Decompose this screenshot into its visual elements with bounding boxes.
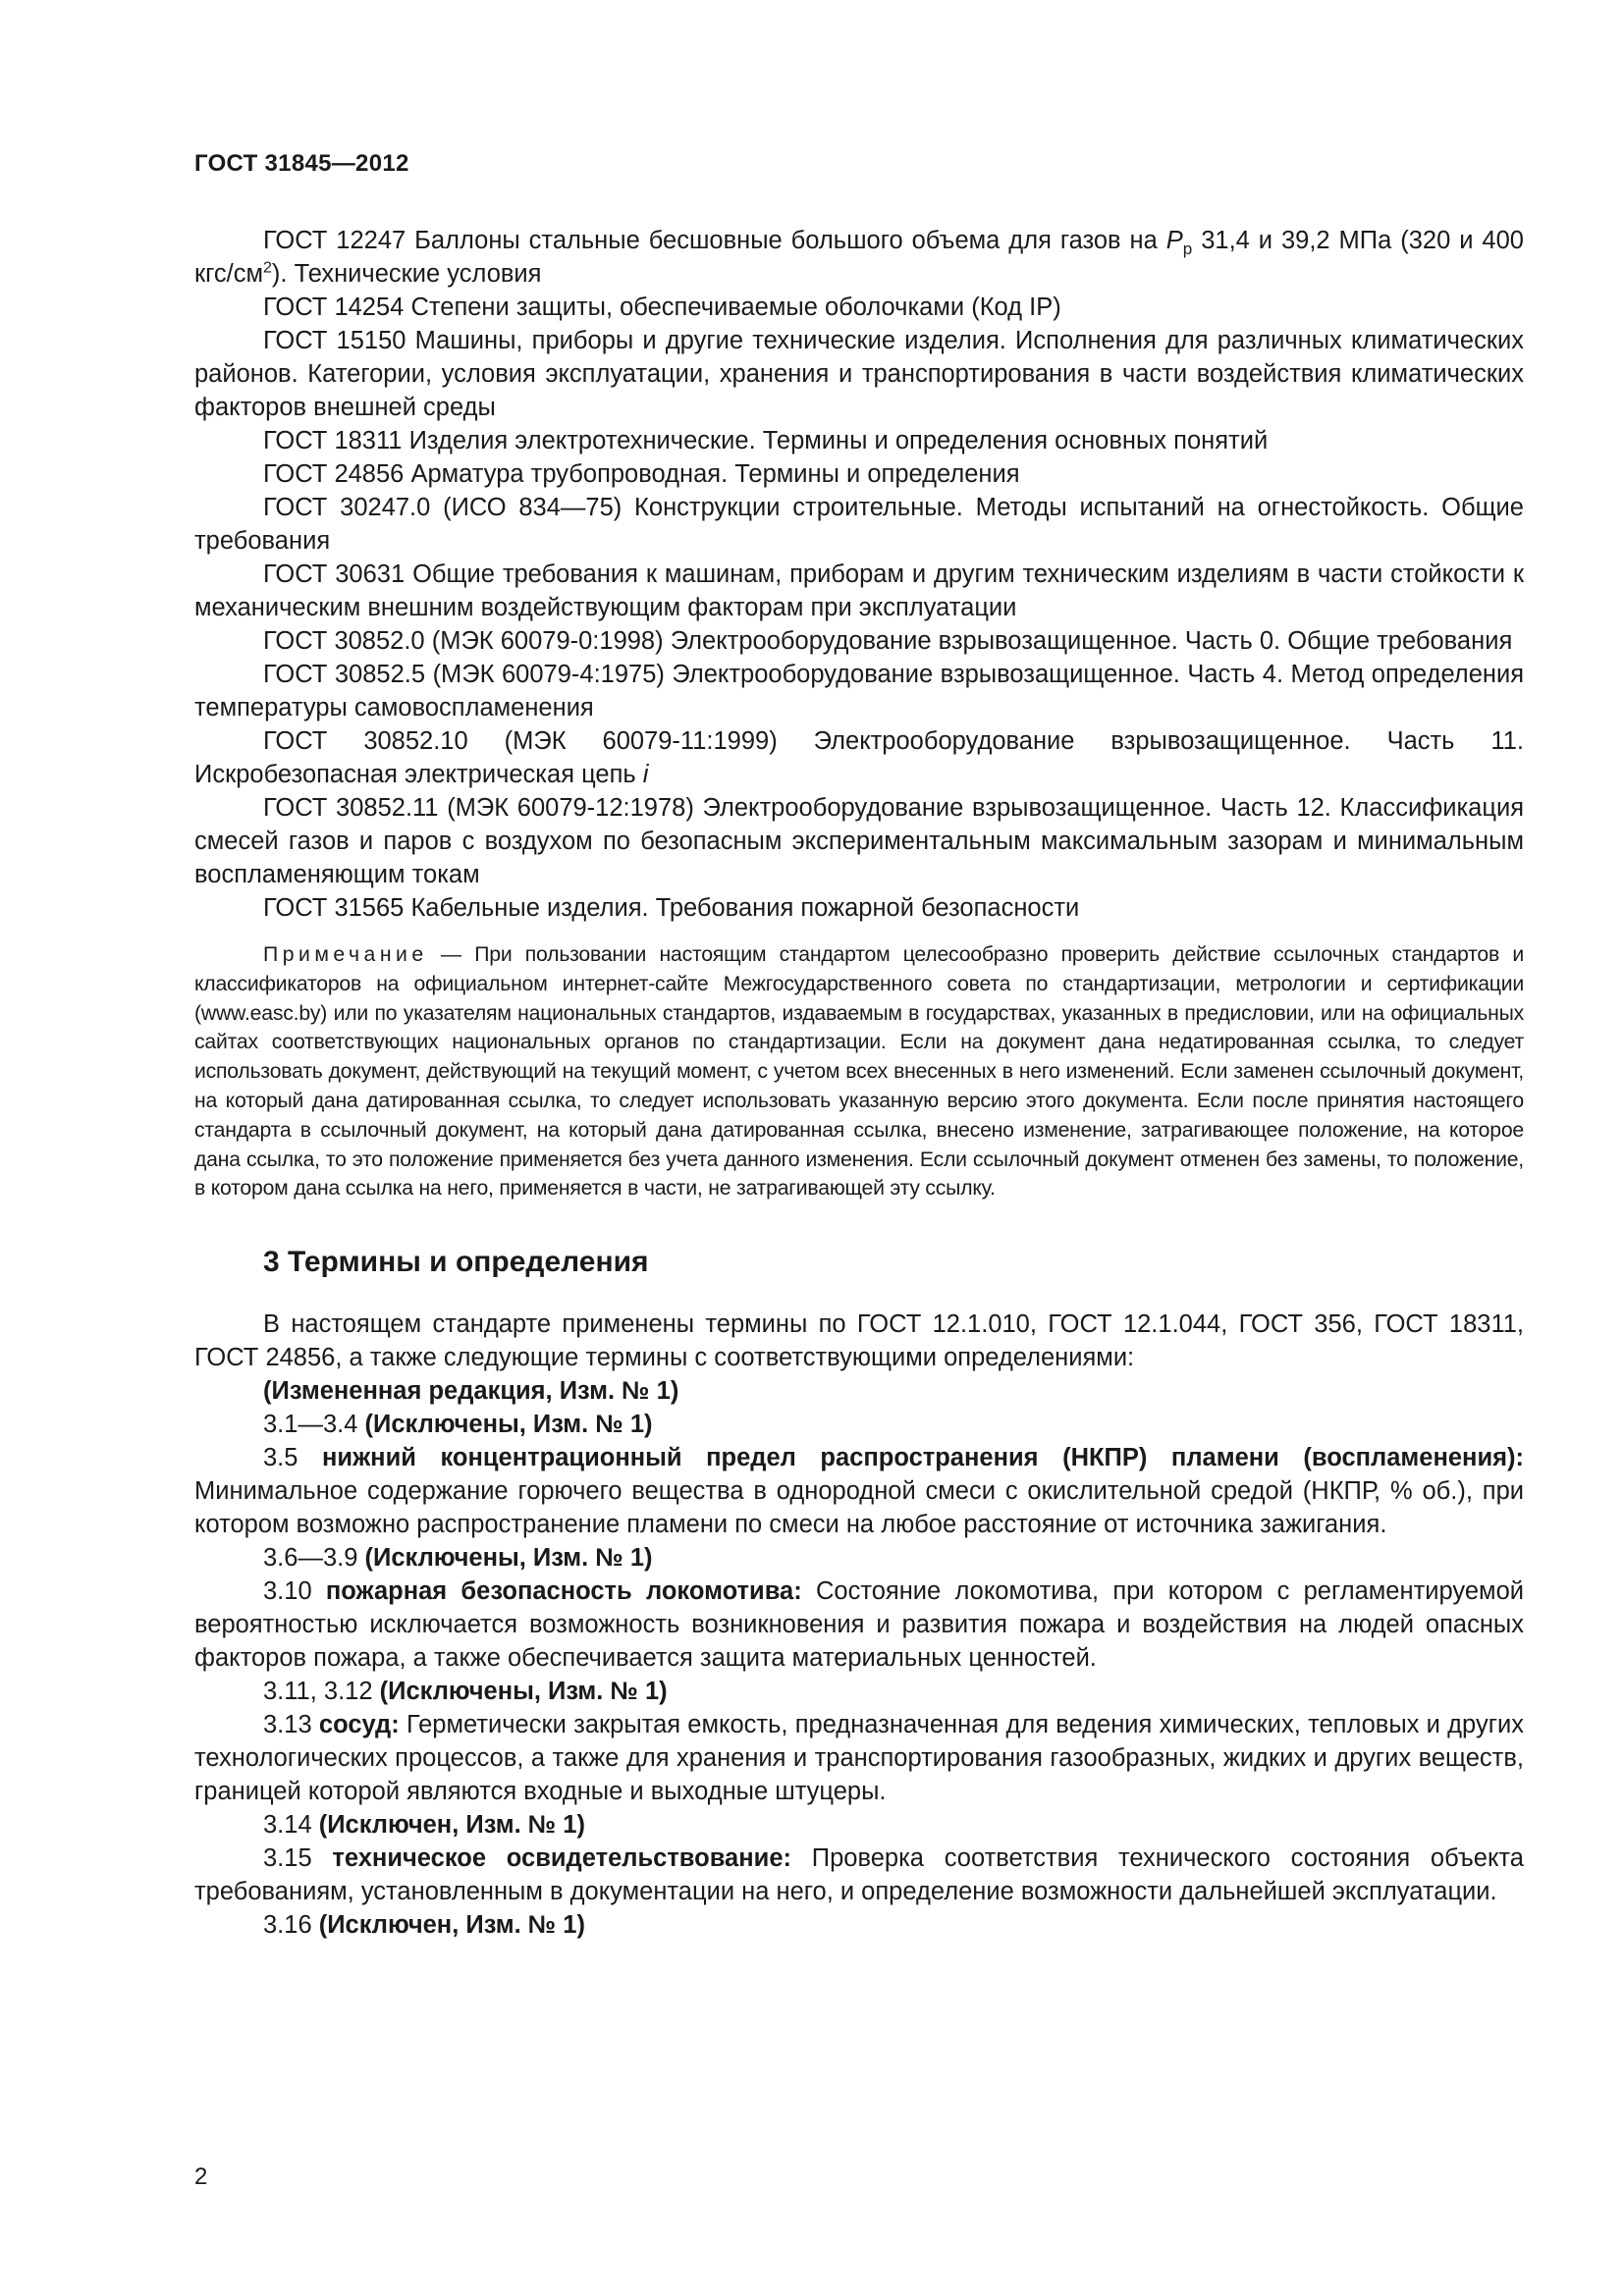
- references-list: [194, 224, 1524, 925]
- section-title: 3 Термины и определения: [263, 1246, 649, 1279]
- reference-item: ГОСТ 15150 Машины, приборы и другие технические изделия. Исполнения для различных климатических районов. Категории, условия эксплуатации, хранения и транспортирования в части воздействия климатических факторов внешней среды: [194, 327, 1524, 421]
- amendment-note: (Измененная редакция, Изм. № 1): [263, 1377, 679, 1406]
- term-item: 3.14 (Исключен, Изм. № 1): [263, 1811, 585, 1840]
- term-item: 3.11, 3.12 (Исключены, Изм. № 1): [263, 1678, 668, 1706]
- reference-item: ГОСТ 30852.5 (МЭК 60079-4:1975) Электрооборудование взрывозащищенное. Часть 4. Метод определения температуры самовоспламенения: [194, 661, 1525, 721]
- term-item: 3.16 (Исключен, Изм. № 1): [263, 1911, 585, 1940]
- note-paragraph: [194, 940, 1524, 1203]
- reference-item: ГОСТ 14254 Степени защиты, обеспечиваемые оболочками (Код IP): [263, 294, 1061, 321]
- reference-item: ГОСТ 12247 Баллоны стальные бесшовные большого объема для газов на $P_р$ 31,4 и 39,2 МПа (320 и 400 кгс/$см^2$). Технические условия: [194, 227, 1524, 288]
- reference-item: ГОСТ 30631 Общие требования к машинам, приборам и другим техническим изделиям в части стойкости к механическим внешним воздействующим факторам при эксплуатации: [194, 561, 1525, 621]
- reference-item: ГОСТ 18311 Изделия электротехнические. Термины и определения основных понятий: [263, 427, 1269, 454]
- page-content: [194, 224, 1524, 1942]
- reference-item: ГОСТ 30852.0 (МЭК 60079-0:1998) Электрооборудование взрывозащищенное. Часть 0. Общие требования: [263, 627, 1513, 655]
- page-number: 2: [194, 2163, 208, 2190]
- reference-item: ГОСТ 30247.0 (ИСО 834—75) Конструкции строительные. Методы испытаний на огнестойкость. Общие требования: [194, 494, 1524, 555]
- section-intro: В настоящем стандарте применены термины по ГОСТ 12.1.010, ГОСТ 12.1.044, ГОСТ 356, ГОСТ 18311, ГОСТ 24856, а также следующие термины с соответствующими определениями:: [194, 1310, 1524, 1372]
- term-item: 3.5 нижний концентрационный предел распространения (НКПР) пламени (воспламенения): Минимальное содержание горючего вещества в однородной смеси с окислительной средой (НКПР, % об.), при котором возможно распространение пламени по смеси на любое расстояние от источника зажигания.: [194, 1444, 1525, 1539]
- term-item: 3.13 сосуд: Герметически закрытая емкость, предназначенная для ведения химических, тепловых и других технологических процессов, а также для хранения и транспортирования газообразных, жидких и других веществ, границей которой являются входные и выходные штуцеры.: [194, 1711, 1524, 1806]
- term-item: 3.1—3.4 (Исключены, Изм. № 1): [263, 1411, 653, 1439]
- reference-item: ГОСТ 24856 Арматура трубопроводная. Термины и определения: [263, 460, 1020, 488]
- note-label: Примечание: [263, 943, 428, 966]
- reference-item: ГОСТ 30852.11 (МЭК 60079-12:1978) Электрооборудование взрывозащищенное. Часть 12. Классификация смесей газов и паров с воздухом по безопасным экспериментальным максимальным зазорам и минимальным воспламеняющим токам: [194, 794, 1525, 888]
- reference-item: ГОСТ 30852.10 (МЭК 60079-11:1999) Электрооборудование взрывозащищенное. Часть 11. Искробезопасная электрическая цепь i: [194, 727, 1524, 788]
- term-item: 3.15 техническое освидетельствование: Проверка соответствия технического состояния объекта требованиям, установленным в документации на него, и определение возможности дальнейшей эксплуатации.: [194, 1844, 1524, 1906]
- term-item: 3.10 пожарная безопасность локомотива: Состояние локомотива, при котором с регламентируемой вероятностью исключается возможность возникновения и развития пожара и воздействия на людей опасных факторов пожара, а также обеспечивается защита материальных ценностей.: [194, 1577, 1524, 1673]
- reference-item: ГОСТ 31565 Кабельные изделия. Требования пожарной безопасности: [263, 894, 1080, 922]
- term-item: 3.6—3.9 (Исключены, Изм. № 1): [263, 1544, 653, 1573]
- note-text: — При пользовании настоящим стандартом целесообразно проверить действие ссылочных стандартов и классификаторов на официальном интернет-сайте Межгосударственного совета по стандартизации, метрологии и сертификации (www.easc.by) или по указателям национальных стандартов, издаваемым в государствах, указанных в предисловии, или на официальных сайтах соответствующих национальных органов по стандартизации. Если на документ дана недатированная ссылка, то следует использовать документ, действующий на текущий момент, с учетом всех внесенных в него изменений. Если заменен ссылочный документ, на который дана датированная ссылка, то следует использовать указанную версию этого документа. Если после принятия настоящего стандарта в ссылочный документ, на который дана датированная ссылка, внесено изменение, затрагивающее положение, на которое дана ссылка, то это положение применяется без учета данного изменения. Если ссылочный документ отменен без замены, то положение, в котором дана ссылка на него, применяется в части, не затрагивающей эту ссылку.: [194, 943, 1524, 1201]
- document-header: ГОСТ 31845—2012: [194, 150, 409, 177]
